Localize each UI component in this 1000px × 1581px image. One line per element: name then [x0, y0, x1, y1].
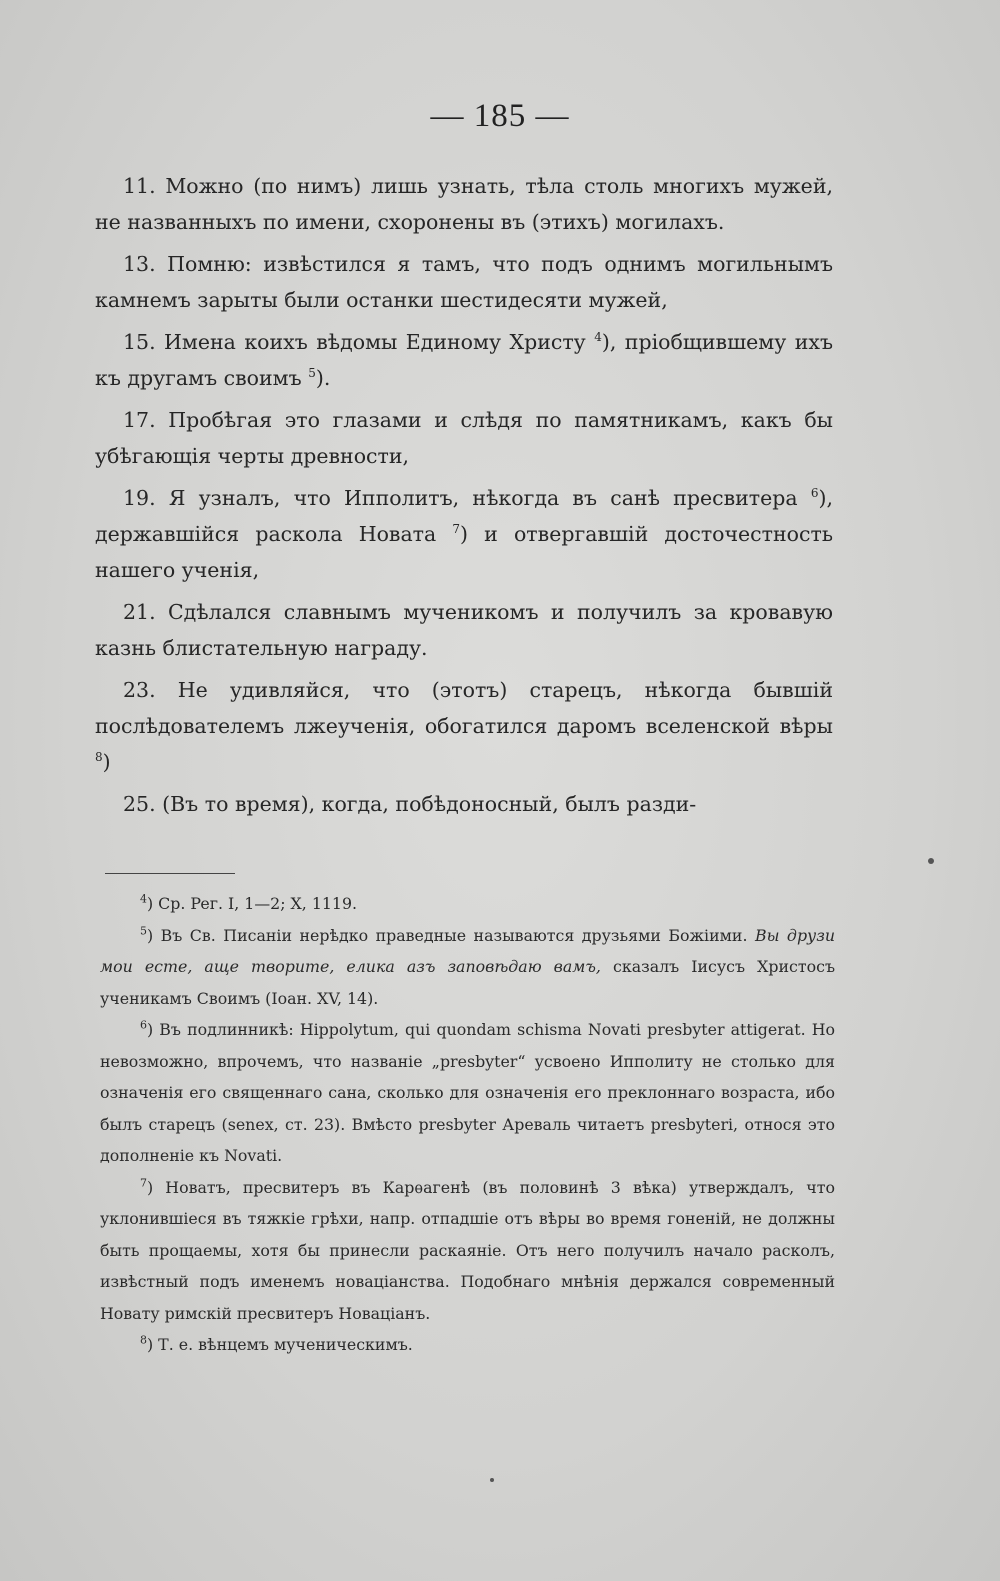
text-run: ) Въ Св. Писаніи нерѣдко праведные называются друзьями Божіими.: [147, 925, 755, 945]
text-run: 23. Не удивляйся, что (этотъ) старецъ, нѣкогда бывшій послѣдователемъ лжеученія, обогатился даромъ вселенской вѣры: [95, 678, 833, 738]
text-run: 11. Можно (по нимъ) лишь узнать, тѣла столь многихъ мужей, не названныхъ по имени, схоронены въ (этихъ) могилахъ.: [95, 174, 833, 234]
verse: [95, 480, 833, 588]
text-run: ) и отвергавшій досточестность нашего ученія,: [95, 522, 833, 582]
note-reference: 8: [95, 750, 103, 765]
text-run: ).: [315, 366, 331, 390]
ink-speck: [928, 858, 934, 864]
note-reference: 5: [308, 366, 316, 381]
verse: [95, 786, 833, 822]
text-run: 17. Пробѣгая это глазами и слѣдя по памятникамъ, какъ бы убѣгающія черты древности,: [95, 408, 833, 468]
text-run: 15. Имена коихъ вѣдомы Единому Христу: [123, 330, 595, 354]
ink-speck: [490, 1478, 494, 1482]
verse: [95, 672, 833, 780]
footnote-mark: 4: [140, 892, 147, 906]
italic-quote: Вы друзи мои есте, аще творите, елика азъ заповѣдаю вамъ,: [100, 925, 836, 976]
verse: [95, 594, 833, 666]
page-number: — 185 —: [430, 98, 570, 134]
text-run: 13. Помню: извѣстился я тамъ, что подъ однимъ могильнымъ камнемъ зарыты были останки шестидесяти мужей,: [95, 252, 833, 312]
text-run: ) Новатъ, пресвитеръ въ Карѳагенѣ (въ половинѣ 3 вѣка) утверждалъ, что уклонившіеся въ тяжкіе грѣхи, напр. отпадшіе отъ вѣры во время гоненій, не должны быть прощаемы, хотя бы принесли раскаяніе. Отъ него получилъ начало расколъ, извѣстный подъ именемъ новаціанства. Подобнаго мнѣнія держался современный Новату римскій пресвитеръ Новаціанъ.: [100, 1177, 835, 1323]
note-reference: 7: [452, 522, 461, 537]
text-run: ) Т. е. вѣнцемъ мученическимъ.: [147, 1335, 413, 1354]
footnote-mark: 8: [140, 1333, 147, 1347]
footnote: [100, 1329, 835, 1361]
text-run: ): [102, 750, 111, 774]
text-run: ), пріобщившему ихъ къ другамъ своимъ: [95, 330, 833, 390]
footnotes: [100, 888, 835, 1361]
verse: [95, 246, 833, 318]
text-run: 25. (Въ то время), когда, побѣдоносный, былъ разди-: [123, 792, 697, 816]
footnote-mark: 5: [140, 924, 147, 938]
note-reference: 6: [810, 486, 819, 501]
footnote: [100, 920, 835, 1015]
footnote: [100, 1014, 835, 1172]
footnote-mark: 7: [140, 1176, 147, 1190]
note-reference: 4: [594, 330, 602, 345]
footnote: [100, 1172, 835, 1330]
footnote-mark: 6: [140, 1018, 147, 1032]
poem-text: [95, 168, 833, 828]
text-run: 19. Я узналъ, что Ипполитъ, нѣкогда въ санѣ пресвитера: [123, 486, 811, 510]
footnote: [100, 888, 835, 920]
text-run: сказалъ Іисусъ Христосъ ученикамъ Своимъ (Іоан. XV, 14).: [100, 957, 835, 1008]
verse: [95, 324, 833, 396]
footnote-separator: [105, 873, 235, 874]
verse: [95, 168, 833, 240]
verse: [95, 402, 833, 474]
text-run: 21. Сдѣлался славнымъ мученикомъ и получилъ за кровавую казнь блистательную награду.: [95, 600, 833, 660]
text-run: ) Въ подлинникѣ: Hippolytum, qui quondam schisma Novati presbyter attigerat. Но невозможно, впрочемъ, что названіе „presbyter“ усвоено Ипполиту не столько для означенія его священнаго сана, сколько для означенія его преклоннаго возраста, ибо былъ старецъ (senex, ст. 23). Вмѣсто presbyter Ареваль читаетъ presbyteri, относя это дополненіе къ Novati.: [100, 1020, 835, 1165]
text-run: ), державшійся раскола Новата: [95, 486, 833, 546]
text-run: ) Ср. Peг. I, 1—2; X, 1119.: [147, 894, 358, 913]
